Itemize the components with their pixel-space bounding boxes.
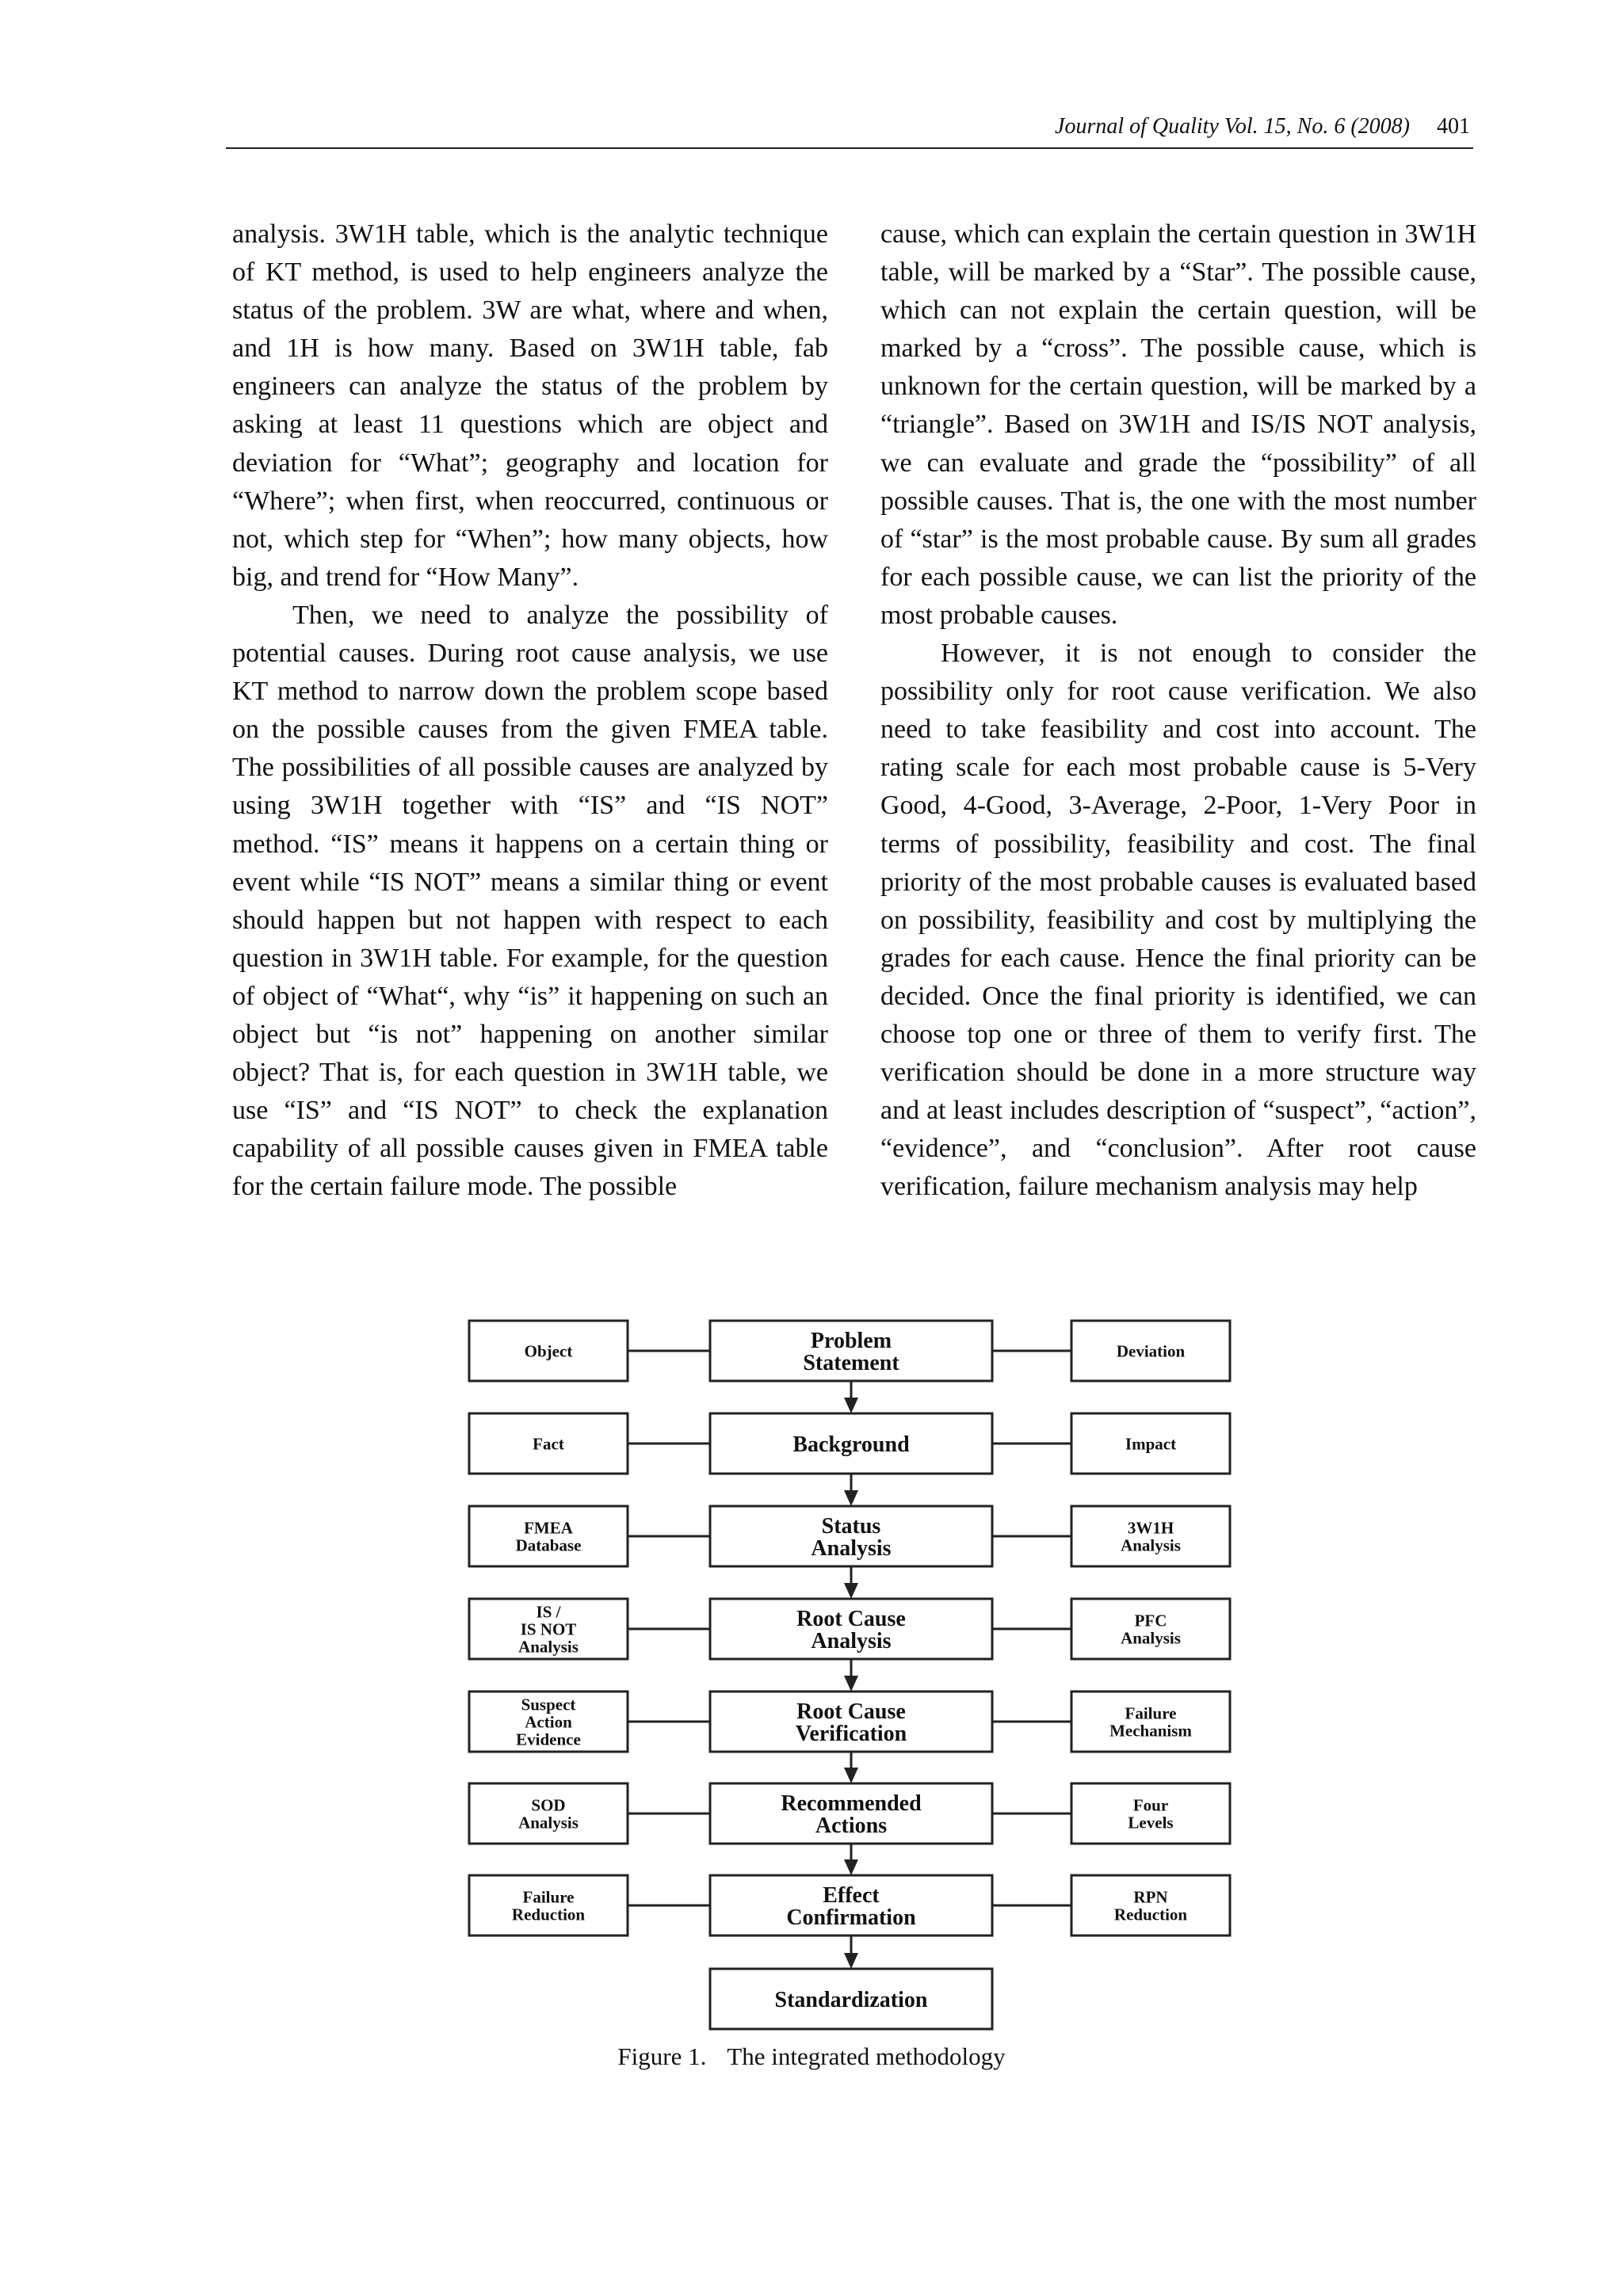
flow-box-left	[469, 1506, 628, 1566]
flow-box-label: Verification	[795, 1721, 907, 1746]
flow-box-label: Fact	[533, 1434, 564, 1454]
flow-box-left	[469, 1783, 628, 1844]
flow-box-label: Analysis	[518, 1637, 579, 1657]
flow-box-label: Standardization	[774, 1987, 928, 2012]
flow-arrow	[844, 1474, 858, 1506]
flow-arrow	[844, 1752, 858, 1783]
arrow-head	[844, 1398, 858, 1413]
paragraph: However, it is not enough to consider the possibility only for root cause verification. We also need to take feasibility and cost into account. The rating scale for each most probable cause is 5-Very Good, 4-Good, 3-Average, 2-Poor, 1-Very Poor in terms of possibility, feasibility and cost. The final priority of the most probable causes is evaluated based on possibility, feasibility and cost by multiplying the grades for each cause. Hence the final priority can be decided. Once the final priority is identified, we can choose top one or three of them to verify first. The verification should be done in a more structure way and at least includes description of “suspect”, “action”, “evidence”, and “conclusion”. After root cause verification, failure mechanism analysis may help	[880, 639, 1476, 1202]
flow-box-center	[710, 1783, 992, 1844]
paragraph: cause, which can explain the certain question in 3W1H table, will be marked by a “Star”. The possible cause, which can not explain the certain question, will be marked by a “cross”. The possible cause, which is unknown for the certain question, will be marked by a “triangle”. Based on 3W1H and IS/IS NOT analysis, we can evaluate and grade the “possibility” of all possible causes. That is, the one with the most number of “star” is the most probable cause. By sum all grades for each possible cause, we can list the priority of the most probable causes.	[880, 219, 1476, 630]
flow-box-label: Actions	[815, 1813, 888, 1838]
flow-box-right	[1071, 1691, 1230, 1752]
flow-box-left	[469, 1875, 628, 1936]
flow-box-label: Analysis	[811, 1535, 892, 1561]
figure-title: The integrated methodology	[727, 2042, 1006, 2070]
flow-box-label: SOD	[531, 1795, 566, 1815]
flow-box-right	[1071, 1783, 1230, 1844]
figure-label: Figure 1.	[617, 2042, 707, 2070]
flow-box-label: IS NOT	[520, 1619, 577, 1639]
flow-box-left	[469, 1321, 628, 1381]
flow-box-label: Root Cause	[796, 1606, 906, 1631]
flow-box-center	[710, 1413, 992, 1474]
flow-box-label: PFC	[1134, 1611, 1167, 1630]
flow-box-label: Database	[515, 1535, 582, 1555]
flow-box-label: Reduction	[1113, 1905, 1188, 1924]
journal-title: Journal of Quality Vol. 15, No. 6 (2008)	[1055, 114, 1410, 139]
flow-box-label: Root Cause	[796, 1699, 906, 1724]
paragraph: Then, we need to analyze the possibility of potential causes. During root cause analysis, we use KT method to narrow down the problem scope based on the possible causes from the given FMEA table. The possibilities of all possible causes are analyzed by using 3W1H together with “IS” and “IS NOT” method. “IS” means it happens on a certain thing or event while “IS NOT” means a similar thing or event should happen but not happen with respect to each question in 3W1H table. For example, for the question of object of “What“, why “is” it happening on such an object but “is not” happening on another similar object? That is, for each question in 3W1H table, we use “IS” and “IS NOT” to check the explanation capability of all possible causes given in FMEA table for the certain failure mode. The possible	[232, 600, 828, 1202]
flow-box-center	[710, 1599, 992, 1659]
flow-arrow	[844, 1936, 858, 1969]
flow-arrow	[844, 1381, 858, 1413]
arrow-head	[844, 1583, 858, 1599]
flow-box-label: Levels	[1128, 1813, 1174, 1833]
flow-box-label: Suspect	[521, 1695, 576, 1714]
flow-box-label: Analysis	[811, 1628, 892, 1653]
flow-box-label: Four	[1132, 1795, 1169, 1815]
flow-arrow	[844, 1566, 858, 1599]
flow-box-label: RPN	[1133, 1887, 1168, 1907]
flow-box-center	[710, 1506, 992, 1566]
flow-box-label: Effect	[823, 1882, 880, 1908]
arrow-head	[844, 1768, 858, 1783]
flow-box-label: Analysis	[1121, 1628, 1181, 1648]
flow-box-label: Confirmation	[786, 1905, 916, 1930]
flow-box-right	[1071, 1413, 1230, 1474]
flow-box-label: Mechanism	[1109, 1721, 1192, 1741]
flow-box-left	[469, 1691, 628, 1752]
arrow-head	[844, 1859, 858, 1875]
flow-box-right	[1071, 1506, 1230, 1566]
flow-box-label: Recommended	[781, 1791, 922, 1816]
flow-box-label: IS /	[536, 1602, 561, 1622]
flow-box-right	[1071, 1599, 1230, 1659]
flow-box-label: Impact	[1125, 1434, 1177, 1454]
flow-box-right	[1071, 1321, 1230, 1381]
arrow-head	[844, 1676, 858, 1691]
flow-box-left	[469, 1599, 628, 1659]
flow-box-right	[1071, 1875, 1230, 1936]
flow-box-label: Background	[792, 1432, 910, 1457]
flow-box-label: 3W1H	[1127, 1518, 1174, 1538]
flow-box-center	[710, 1691, 992, 1752]
flow-box-label: Deviation	[1116, 1341, 1186, 1361]
page-number: 401	[1437, 114, 1470, 139]
arrow-head	[844, 1953, 858, 1969]
flow-box-label: Problem	[810, 1328, 892, 1353]
paragraph: analysis. 3W1H table, which is the analytic technique of KT method, is used to help engineers analyze the status of the problem. 3W are what, where and when, and 1H is how many. Based on 3W1H table, fab engineers can analyze the status of the problem by asking at least 11 questions which are object and deviation for “What”; geography and location for “Where”; when first, when reoccurred, continuous or not, which step for “When”; how many objects, how big, and trend for “How Many”.	[232, 219, 828, 592]
flow-box-label: Analysis	[1121, 1535, 1181, 1555]
flow-box-center	[710, 1875, 992, 1936]
flow-arrow	[844, 1659, 858, 1691]
flow-box-label: Analysis	[518, 1813, 579, 1833]
flow-box-label: Object	[524, 1341, 573, 1361]
flow-box-label: Failure	[522, 1887, 575, 1907]
flow-arrow	[844, 1844, 858, 1875]
flow-box-label: Statement	[803, 1350, 899, 1375]
arrow-head	[844, 1490, 858, 1506]
flow-box-label: Failure	[1125, 1703, 1177, 1723]
flow-box-center	[710, 1321, 992, 1381]
flow-box-label: Reduction	[511, 1905, 586, 1924]
flow-box-label: Status	[821, 1513, 881, 1539]
flow-box-left	[469, 1413, 628, 1474]
figure-caption	[0, 2042, 1623, 2071]
flow-box-label: FMEA	[524, 1518, 573, 1538]
flow-box-center	[710, 1969, 992, 2029]
flow-box-label: Evidence	[516, 1730, 581, 1749]
flow-box-label: Action	[525, 1712, 572, 1732]
